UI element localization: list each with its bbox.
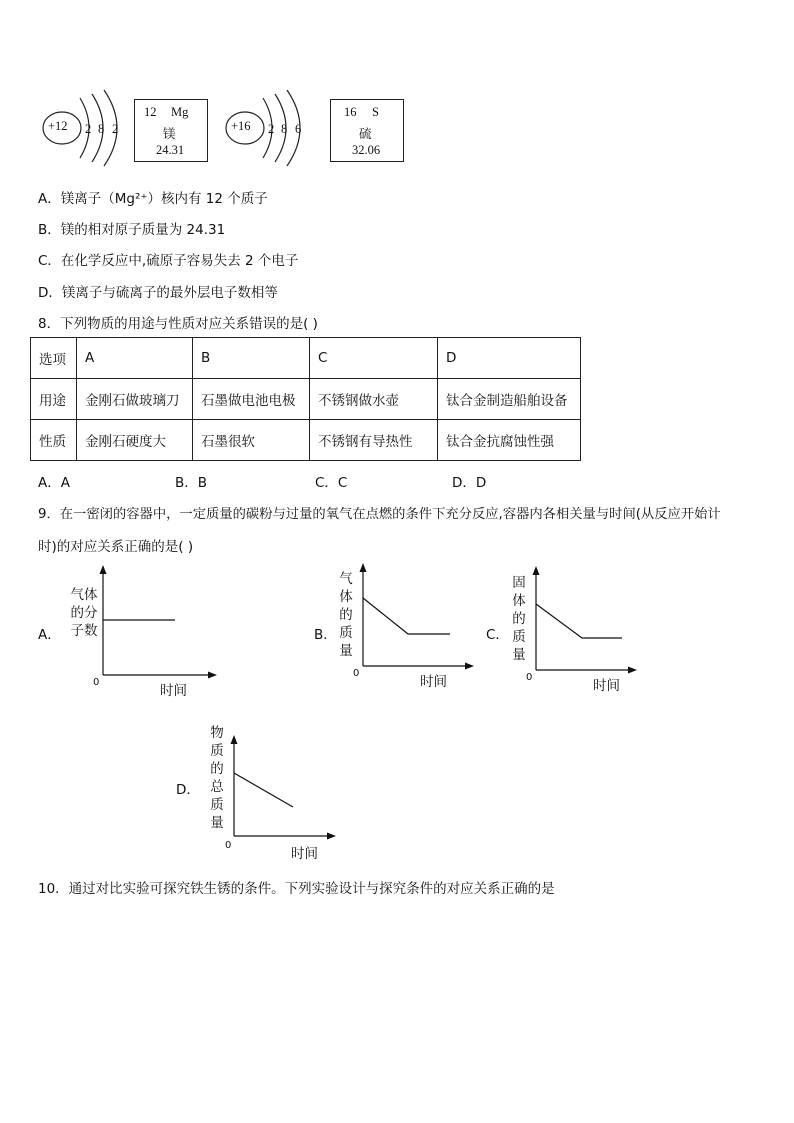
ylabel-line: 的	[512, 611, 526, 627]
table-cell: 金刚石做玻璃刀	[77, 379, 193, 420]
graph-b-ylabel	[337, 570, 355, 660]
graph-d-origin: 0	[225, 840, 232, 851]
mg-shell-2: 8	[98, 122, 105, 136]
s-name: 硫	[359, 126, 372, 141]
s-shell-3: 6	[295, 122, 302, 136]
table-cell: B	[193, 338, 310, 379]
graph-a-origin: 0	[93, 677, 100, 688]
q8-answer-b: B．B	[175, 475, 208, 491]
q8-answer-c: C．C	[315, 475, 348, 491]
graph-b-origin: 0	[353, 668, 360, 679]
q7-option-d: D．镁离子与硫离子的最外层电子数相等	[38, 285, 278, 301]
ylabel-line: 质	[210, 743, 224, 759]
mg-atomic-number: 12	[144, 105, 157, 119]
q7-option-c: C．在化学反应中,硫原子容易失去 2 个电子	[38, 253, 299, 269]
table-cell: 石墨做电池电极	[193, 379, 310, 420]
graph-a-axes	[95, 565, 220, 683]
ylabel-line: 物	[210, 725, 224, 741]
graph-a-xlabel: 时间	[160, 683, 187, 699]
ylabel-line: 量	[339, 643, 353, 659]
ylabel-line: 的分	[70, 605, 98, 621]
table-cell: 用途	[31, 379, 77, 420]
ylabel-line: 质	[512, 629, 526, 645]
ylabel-line: 量	[210, 815, 224, 831]
table-cell: 金刚石硬度大	[77, 420, 193, 461]
graph-b-axes	[355, 563, 480, 673]
graph-c-letter: C．	[486, 627, 509, 643]
q8-answer-a: A．A	[38, 475, 70, 491]
s-atomic-number: 16	[344, 105, 357, 119]
graph-d-xlabel: 时间	[291, 846, 318, 862]
graph-c-curve	[536, 604, 622, 638]
s-atomic-mass: 32.06	[352, 143, 381, 157]
q7-option-a: A．镁离子（Mg²⁺）核内有 12 个质子	[38, 191, 268, 207]
graph-c-xlabel: 时间	[593, 678, 620, 694]
q8-stem: 8．下列物质的用途与性质对应关系错误的是( )	[38, 316, 318, 332]
ylabel-line: 的	[210, 761, 224, 777]
table-cell: 钛合金制造船舶设备	[438, 379, 581, 420]
graph-d-axes	[226, 735, 346, 845]
ylabel-line: 气	[339, 571, 353, 587]
table-cell: 性质	[31, 420, 77, 461]
s-nucleus-charge: +16	[231, 119, 251, 133]
q8-answer-d: D．D	[452, 475, 487, 491]
ylabel-line: 子数	[70, 623, 98, 639]
graph-d-letter: D．	[176, 782, 200, 798]
s-element-box	[330, 99, 404, 162]
mg-nucleus-charge: +12	[48, 119, 68, 133]
table-row	[31, 420, 581, 461]
s-shell-2: 8	[281, 122, 288, 136]
table-row	[31, 379, 581, 420]
table-cell: D	[438, 338, 581, 379]
s-shell-1: 2	[268, 122, 275, 136]
table-cell: 不锈钢做水壶	[310, 379, 438, 420]
mg-shell-3: 2	[112, 122, 119, 136]
s-symbol: S	[372, 105, 379, 119]
graph-c-origin: 0	[526, 672, 533, 683]
graph-b-curve	[363, 598, 450, 634]
ylabel-line: 质	[339, 625, 353, 641]
graph-b-letter: B．	[314, 627, 337, 643]
mg-name: 镁	[163, 126, 176, 141]
ylabel-line: 固	[512, 575, 526, 591]
ylabel-line: 的	[339, 607, 353, 623]
graph-d-curve	[234, 773, 293, 807]
ylabel-line: 量	[512, 647, 526, 663]
ylabel-line: 质	[210, 797, 224, 813]
mg-atomic-mass: 24.31	[156, 143, 185, 157]
mg-element-box	[134, 99, 208, 162]
q7-option-b: B．镁的相对原子质量为 24.31	[38, 222, 226, 238]
table-cell: 石墨很软	[193, 420, 310, 461]
ylabel-line: 气体	[70, 587, 98, 603]
mg-shell-1: 2	[85, 122, 92, 136]
table-cell: 选项	[31, 338, 77, 379]
q10-stem: 10．通过对比实验可探究铁生锈的条件。下列实验设计与探究条件的对应关系正确的是	[38, 881, 555, 897]
graph-c-ylabel	[510, 574, 528, 664]
graph-b-xlabel: 时间	[420, 674, 447, 690]
table-cell: 不锈钢有导热性	[310, 420, 438, 461]
ylabel-line: 总	[210, 779, 224, 795]
q9-stem-line1: 9．在一密闭的容器中，一定质量的碳粉与过量的氧气在点燃的条件下充分反应,容器内各相关量与时间(从反应开始计	[38, 507, 721, 522]
ylabel-line: 体	[512, 593, 526, 609]
table-row	[31, 338, 581, 379]
q8-table	[30, 337, 581, 461]
graph-a-letter: A．	[38, 627, 61, 643]
ylabel-line: 体	[339, 589, 353, 605]
q9-stem-line2: 时)的对应关系正确的是( )	[38, 539, 194, 555]
mg-symbol: Mg	[171, 105, 189, 119]
table-cell: C	[310, 338, 438, 379]
table-cell: 钛合金抗腐蚀性强	[438, 420, 581, 461]
graph-c-axes	[528, 566, 653, 676]
table-cell: A	[77, 338, 193, 379]
graph-d-ylabel	[208, 724, 226, 832]
